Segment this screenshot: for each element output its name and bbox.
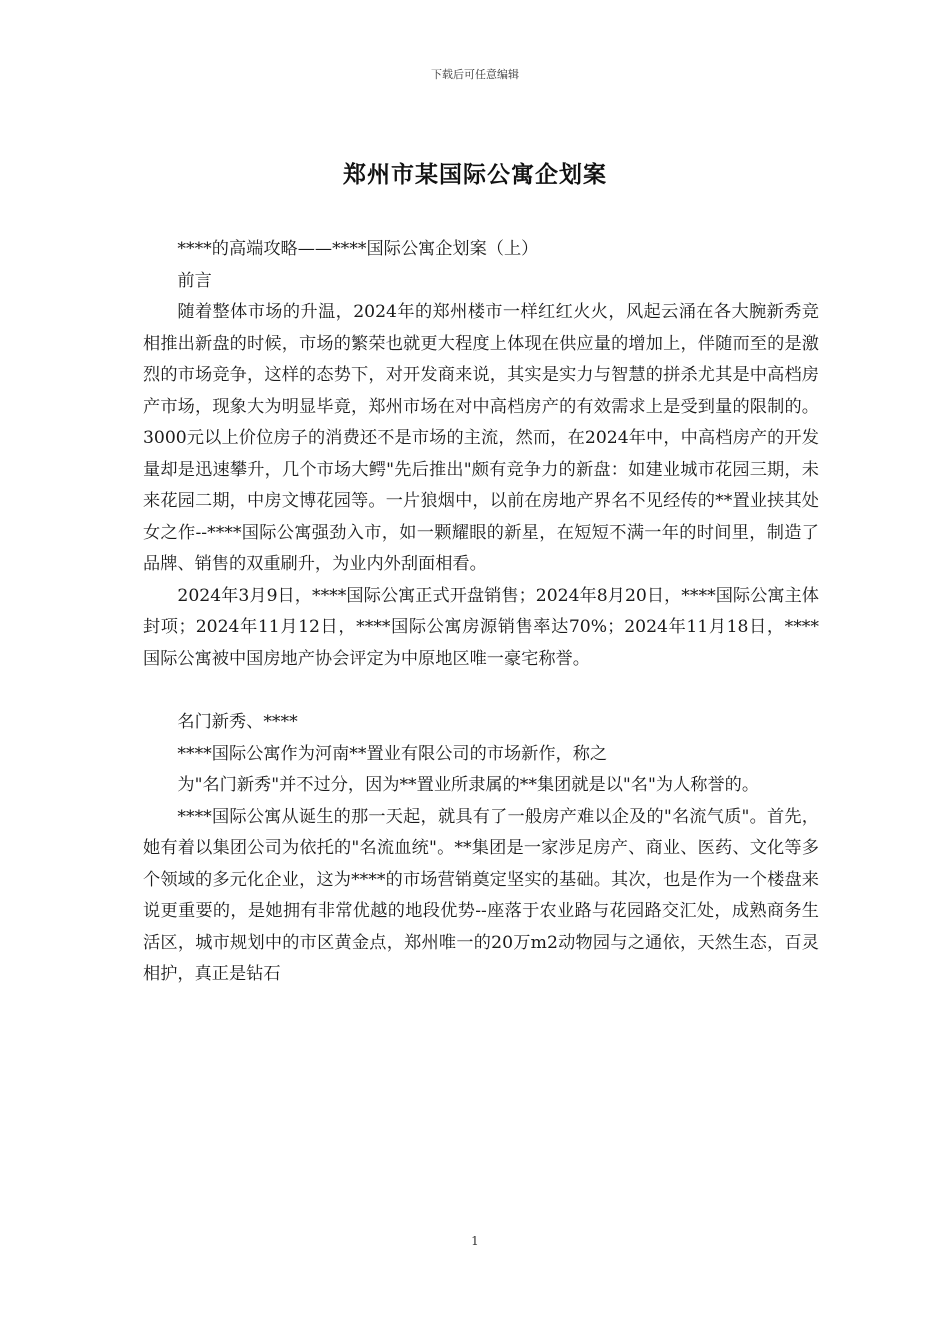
document-body: [143, 234, 819, 991]
body-paragraph: 为"名门新秀"并不过分，因为**置业所隶属的**集团就是以"名"为人称誉的。: [177, 775, 760, 795]
subtitle-paragraph: ****的高端攻略——****国际公寓企划案（上）: [177, 239, 539, 259]
body-paragraph: 随着整体市场的升温，2024年的郑州楼市一样红红火火，风起云涌在各大腕新秀竞相推出新盘的时候，市场的繁荣也就更大程度上体现在供应量的增加上，伴随而至的是激烈的市场竞争，这样的态势下，对开发商来说，其实是实力与智慧的拼杀尤其是中高档房产市场，现象大为明显毕竟，郑州市场在对中高档房产的有效需求上是受到量的限制的。3000元以上价位房子的消费还不是市场的主流，然而，在2024年中，中高档房产的开发量却是迅速攀升，几个市场大鳄"先后推出"颇有竞争力的新盘：如建业城市花园三期，未来花园二期，中房文博花园等。一片狼烟中，以前在房地产界名不见经传的**置业挟其处女之作--****国际公寓强劲入市，如一颗耀眼的新星，在短短不满一年的时间里，制造了品牌、销售的双重刷升，为业内外刮面相看。: [143, 302, 819, 574]
page-number: 1: [471, 1234, 479, 1248]
section-heading: 名门新秀、****: [177, 712, 298, 732]
preface-heading: 前言: [177, 270, 212, 291]
timeline-paragraph: 2024年3月9日，****国际公寓正式开盘销售；2024年8月20日，****国际公寓主体封项；2024年11月12日，****国际公寓房源销售率达70%；2024年11月18日，****国际公寓被中国房地产协会评定为中原地区唯一豪宅称誉。: [143, 585, 819, 669]
paragraph-spacer: [143, 675, 819, 707]
document-title: 郑州市某国际公寓企划案: [343, 161, 607, 188]
body-paragraph: ****国际公寓作为河南**置业有限公司的市场新作，称之: [177, 743, 608, 764]
page-header: 下载后可任意编辑: [431, 68, 519, 81]
body-paragraph: ****国际公寓从诞生的那一天起，就具有了一般房产难以企及的"名流气质"。首先，她有着以集团公司为依托的"名流血统"。**集团是一家涉足房产、商业、医药、文化等多个领域的多元化企业，这为****的市场营销奠定坚实的基础。其次，也是作为一个楼盘来说更重要的，是她拥有非常优越的地段优势--座落于农业路与花园路交汇处，成熟商务生活区，城市规划中的市区黄金点，郑州唯一的20万m2动物园与之通依，天然生态，百灵相护，真正是钻石: [143, 806, 819, 984]
